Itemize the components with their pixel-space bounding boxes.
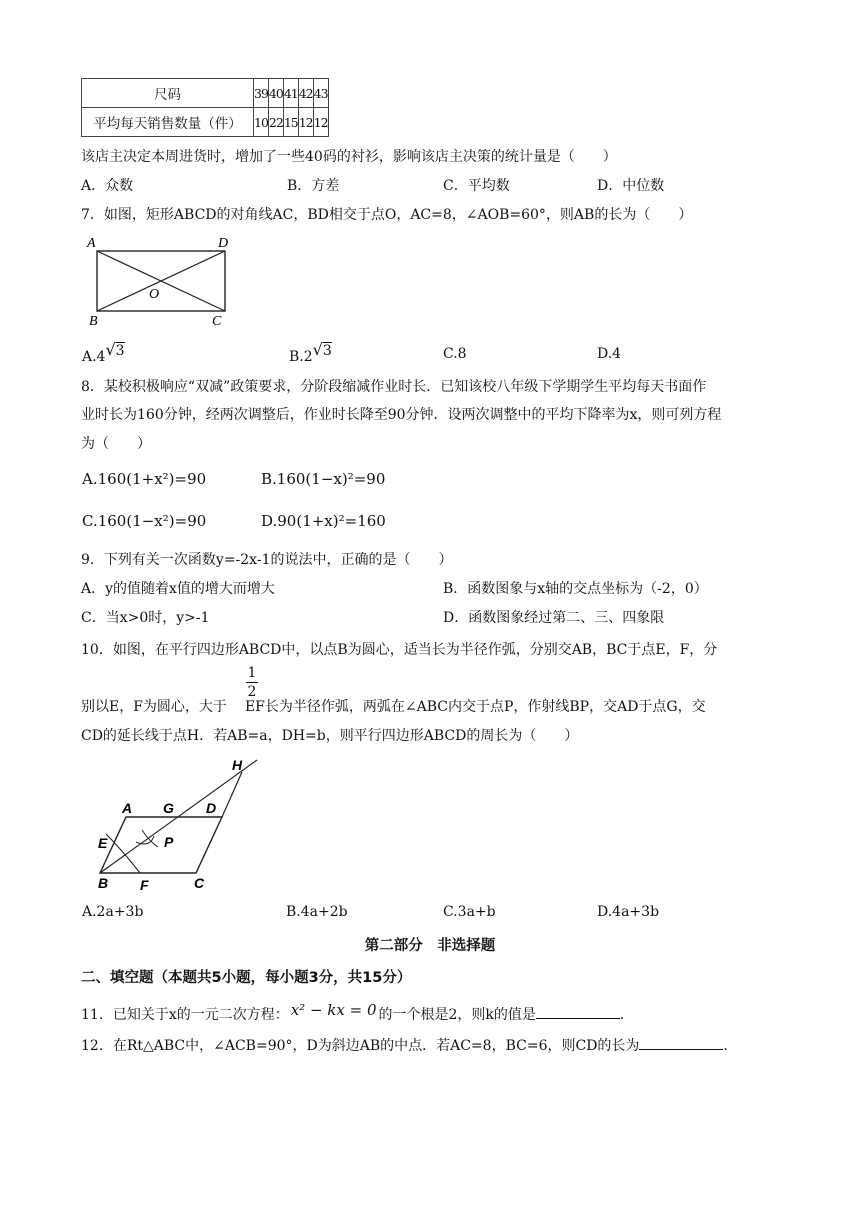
label-d: D xyxy=(206,800,217,816)
q9-option-d: D．函数图象经过第二、三、四象限 xyxy=(443,610,665,626)
q8-line1: 8．某校积极响应“双减”政策要求，分阶段缩减作业时长．已知该校八年级下学期学生平均每天书面作 xyxy=(81,379,707,395)
q6-tail-text: 该店主决定本周进货时，增加了一些40码的衬衫，影响该店主决策的统计量是（ ） xyxy=(81,149,617,165)
q9-option-a: A．y的值随着x值的增大而增大 xyxy=(81,581,275,597)
q9-text: 9．下列有关一次函数y=-2x-1的说法中，正确的是（ ） xyxy=(81,552,453,568)
label-e: E xyxy=(98,835,108,851)
label-b: B xyxy=(98,875,109,891)
table-cell: 12 xyxy=(298,108,313,137)
section-two-title: 二、填空题（本题共5小题，每小题3分，共15分） xyxy=(81,970,412,986)
q10-line2: 别以E，F为圆心，大于 EF长为半径作弧，两弧在∠ABC内交于点P，作射线BP，交AD于点G，交 xyxy=(81,699,706,715)
q10-option-a: A.2a+3b xyxy=(82,904,144,920)
q11-equation: x² − kx = 0 xyxy=(290,1001,377,1019)
label-c: C xyxy=(194,875,205,891)
table-header-sales: 平均每天销售数量（件） xyxy=(82,108,254,137)
q7-option-a: A.4√3 xyxy=(82,340,125,365)
q12-text: 12．在Rt△ABC中，∠ACB=90°，D为斜边AB的中点．若AC=8，BC=6，则CD的长为 ． xyxy=(81,1035,737,1055)
label-c: C xyxy=(212,314,222,329)
answer-blank[interactable] xyxy=(536,1004,620,1019)
q6-option-d: D．中位数 xyxy=(597,178,665,194)
label-a: A xyxy=(87,236,96,251)
q10-option-d: D.4a+3b xyxy=(597,904,660,920)
label-p: P xyxy=(164,834,174,850)
q8-option-d: D.90(1+x)²=160 xyxy=(261,512,386,530)
table-cell: 41 xyxy=(283,79,298,108)
table-cell: 22 xyxy=(268,108,283,137)
fraction-half: $\frac{1}{2}$ xyxy=(247,665,257,700)
table-cell: 12 xyxy=(313,108,328,137)
label-g: G xyxy=(163,800,174,816)
q10-option-b: B.4a+2b xyxy=(286,904,348,920)
label-f: F xyxy=(140,877,149,893)
table-cell: 10 xyxy=(254,108,269,137)
q8-option-c: C.160(1−x²)=90 xyxy=(82,512,207,530)
q8-line2: 业时长为160分钟，经两次调整后，作业时长降至90分钟．设两次调整中的平均下降率为x，则可列方程 xyxy=(81,407,722,423)
q10-option-c: C.3a+b xyxy=(443,904,496,920)
parallelogram-figure xyxy=(92,750,292,895)
q6-option-b: B．方差 xyxy=(287,178,340,194)
q6-option-c: C．平均数 xyxy=(443,178,510,194)
label-o: O xyxy=(149,287,160,302)
q8-option-a: A.160(1+x²)=90 xyxy=(82,470,207,488)
answer-blank[interactable] xyxy=(639,1035,723,1050)
table-cell: 39 xyxy=(254,79,269,108)
q7-option-d: D.4 xyxy=(597,346,622,362)
q9-option-c: C．当x>0时，y>-1 xyxy=(81,610,210,626)
label-d: D xyxy=(218,236,229,251)
q10-line3: CD的延长线于点H．若AB=a，DH=b，则平行四边形ABCD的周长为（ ） xyxy=(81,728,579,744)
label-b: B xyxy=(89,314,98,329)
label-a: A xyxy=(122,800,133,816)
q8-option-b: B.160(1−x)²=90 xyxy=(261,470,386,488)
table-cell: 15 xyxy=(283,108,298,137)
q9-option-b: B．函数图象与x轴的交点坐标为（-2，0） xyxy=(443,581,708,597)
q7-option-c: C.8 xyxy=(443,346,467,362)
q10-line1: 10．如图，在平行四边形ABCD中，以点B为圆心，适当长为半径作弧，分别交AB，BC于点E，F，分 xyxy=(81,642,718,658)
size-sales-table xyxy=(81,78,329,137)
q7-option-b: B.2√3 xyxy=(289,340,332,365)
part-two-title: 第二部分 非选择题 xyxy=(364,938,496,954)
label-h: H xyxy=(232,757,243,773)
q6-option-a: A．众数 xyxy=(81,178,134,194)
rectangle-figure xyxy=(85,232,245,332)
table-cell: 43 xyxy=(313,79,328,108)
q11-text: 11．已知关于x的一元二次方程： x² − kx = 0 的一个根是2，则k的值是 ． xyxy=(81,1001,634,1023)
table-cell: 42 xyxy=(298,79,313,108)
q7-text: 7．如图，矩形ABCD的对角线AC，BD相交于点O，AC=8，∠AOB=60°，则AB的长为（ ） xyxy=(81,207,693,223)
table-row xyxy=(82,79,329,108)
table-row xyxy=(82,108,329,137)
table-cell: 40 xyxy=(268,79,283,108)
table-header-size: 尺码 xyxy=(82,79,254,108)
q8-line3: 为（ ） xyxy=(81,436,151,452)
